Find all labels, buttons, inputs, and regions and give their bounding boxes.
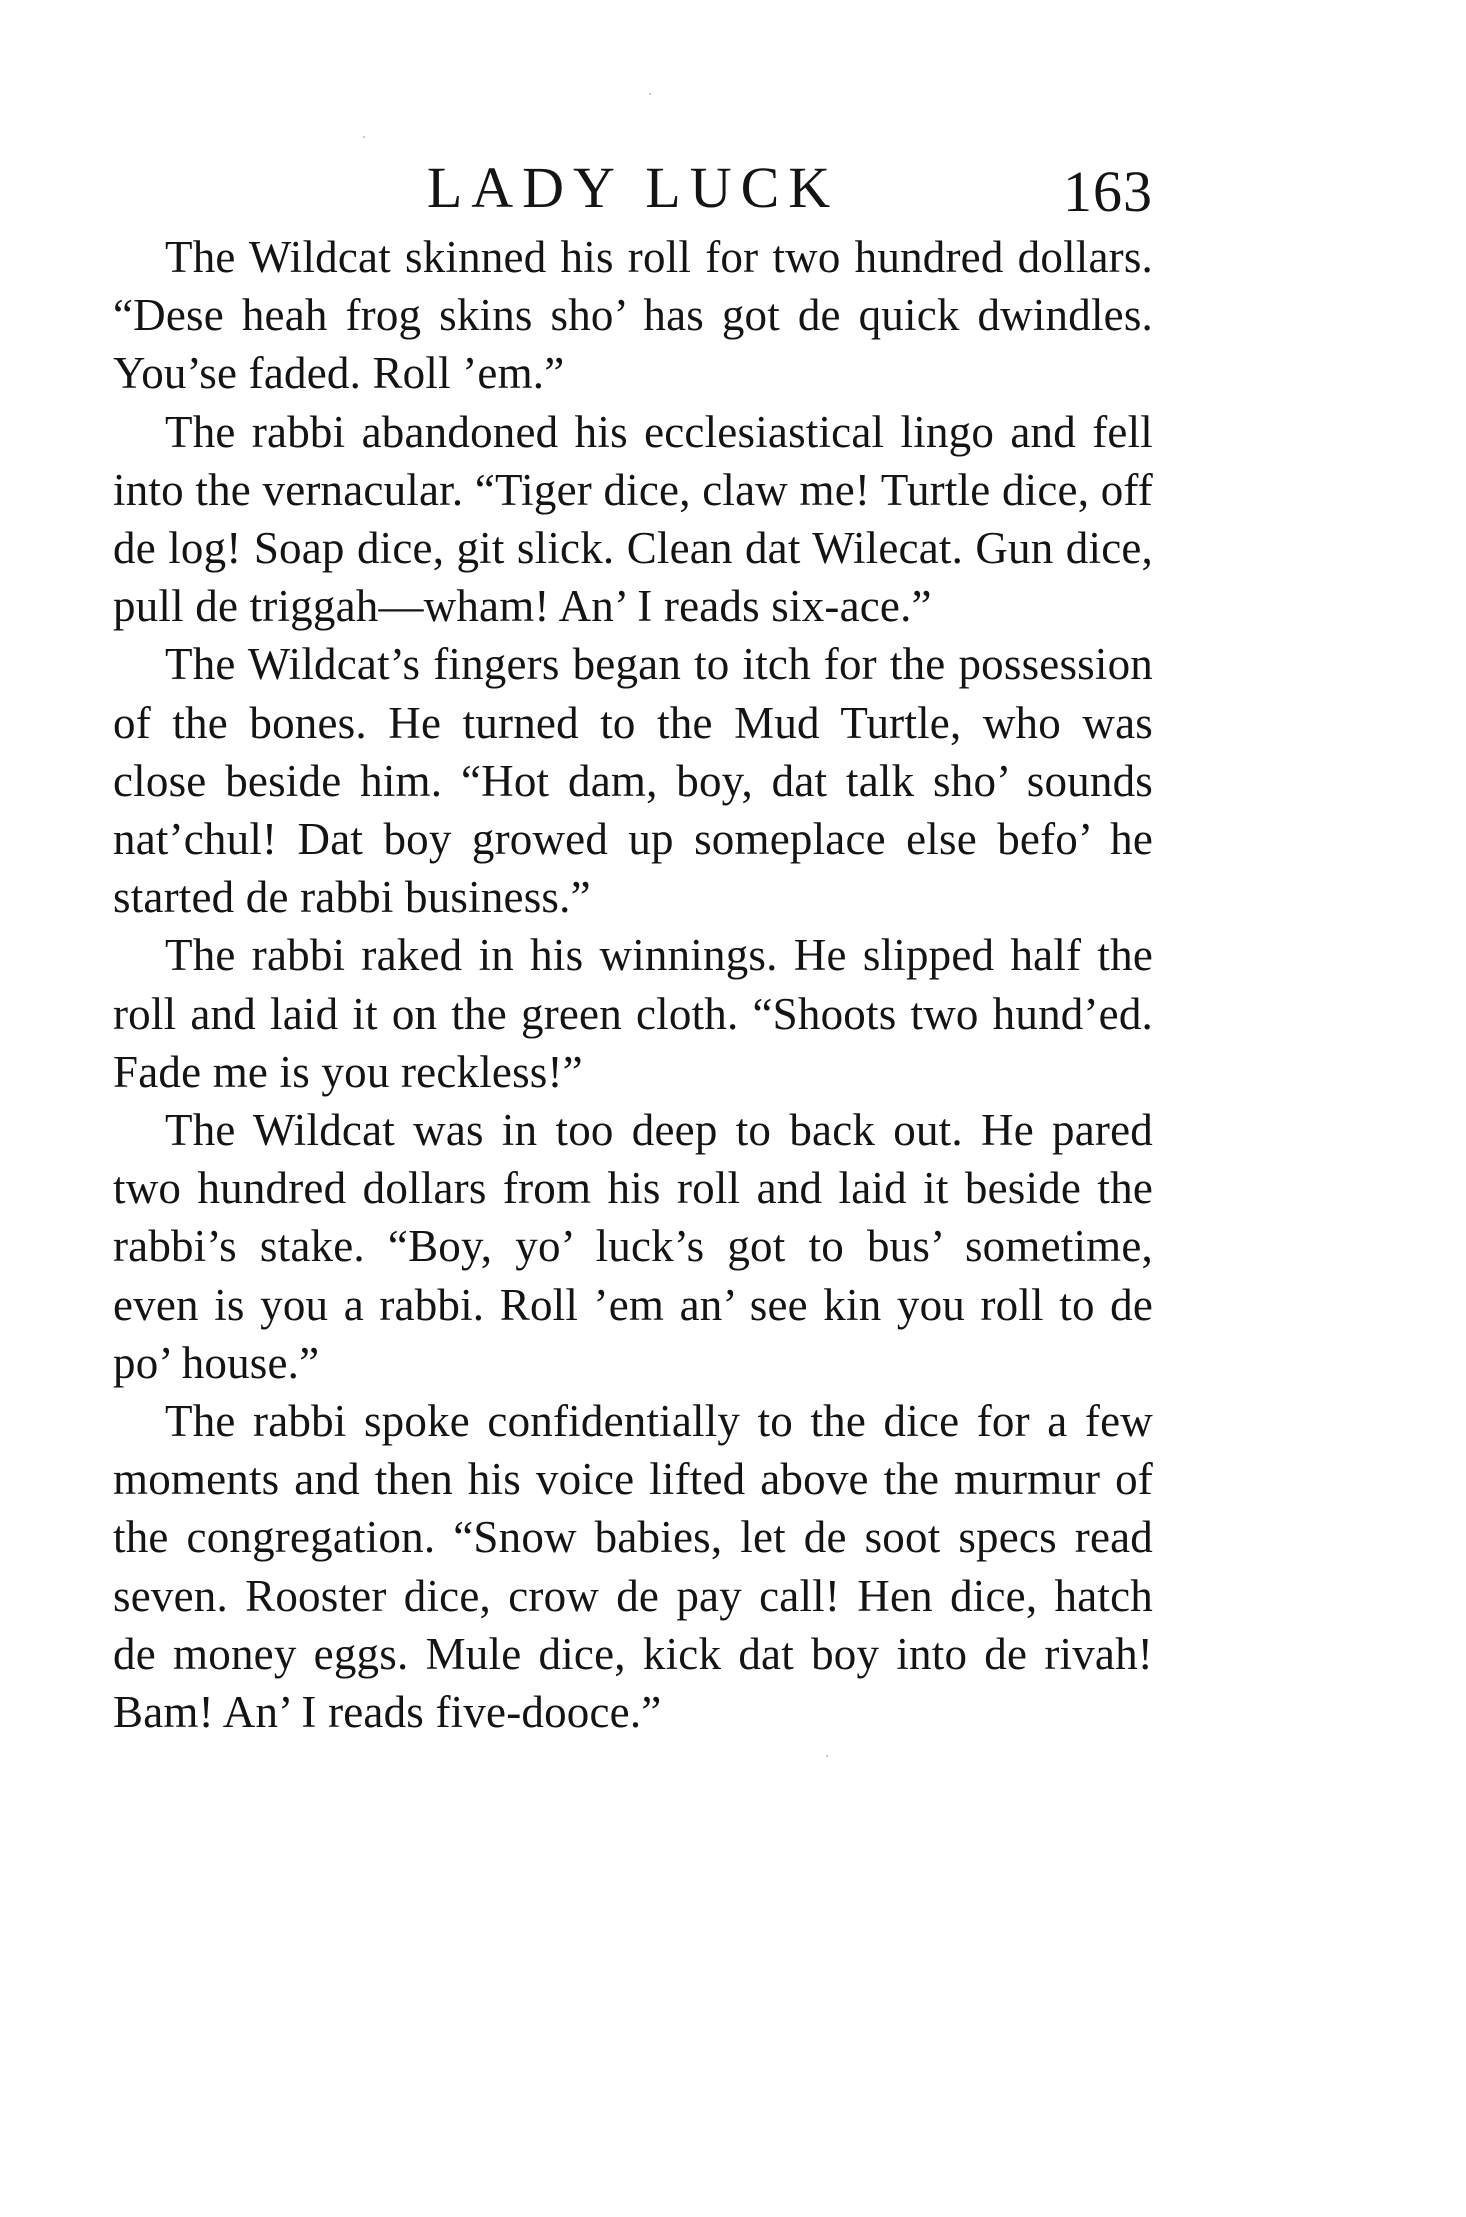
running-title: LADY LUCK [426,155,840,220]
paper-speck [649,93,651,95]
paragraph: The rabbi abandoned his ecclesiastical lingo and fell into the vernacular. “Tiger dice, claw me! Turtle dice, off de log! Soap dice, git slick. Clean dat Wilecat. Gun dice, pull de triggah—wham! An’ I reads six-ace.” [113,406,1153,632]
page-number: 163 [1063,159,1153,224]
paragraph: The rabbi raked in his winnings. He slipped half the roll and laid it on the green cloth. “Shoots two hund’ed. Fade me is you reckless!” [113,930,1153,1097]
paragraph: The Wildcat’s fingers began to itch for the possession of the bones. He turned to the Mud Turtle, who was close beside him. “Hot dam, boy, dat talk sho’ sounds nat’chul! Dat boy growed up someplace else befo’ he started de rabbi business.” [113,639,1153,923]
paragraph: The Wildcat skinned his roll for two hundred dollars. “Dese heah frog skins sho’ has got de quick dwindles. You’se faded. Roll ’em.” [113,232,1153,399]
running-head [113,148,1153,228]
body-text [113,228,1153,1741]
paper-speck [363,136,365,138]
paper-speck [826,1755,828,1757]
paragraph: The Wildcat was in too deep to back out. He pared two hundred dollars from his roll and laid it beside the rabbi’s stake. “Boy, yo’ luck’s got to bus’ sometime, even is you a rabbi. Roll ’em an’ see kin you roll to de po’ house.” [113,1105,1153,1388]
paragraph: The rabbi spoke confidentially to the dice for a few moments and then his voice lifted above the murmur of the congregation. “Snow babies, let de soot specs read seven. Rooster dice, crow de pay call! Hen dice, hatch de money eggs. Mule dice, kick dat boy into de rivah! Bam! An’ I reads five-dooce.” [113,1396,1153,1738]
